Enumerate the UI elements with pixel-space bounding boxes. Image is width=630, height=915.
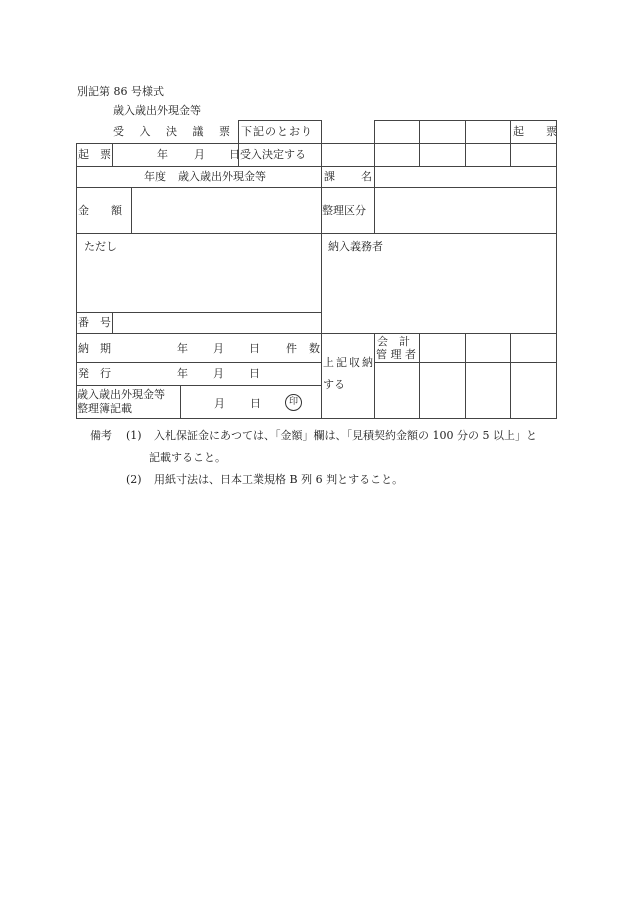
grid-line <box>76 166 557 167</box>
grid-line <box>76 362 321 363</box>
seal-glyph: 印 <box>288 397 298 407</box>
due-day: 日 <box>249 342 260 355</box>
receipt-label-line1: 上記収納 <box>323 356 375 369</box>
note-2-number: (2) <box>126 473 142 486</box>
grid-line <box>76 385 321 386</box>
grid-line <box>374 120 375 233</box>
grid-line <box>112 312 113 333</box>
form-number: 別記第 86 号様式 <box>77 85 164 98</box>
grid-line <box>465 120 466 166</box>
note-1-text-cont: 記載すること。 <box>149 451 226 464</box>
grid-line <box>76 187 557 188</box>
grid-line <box>419 333 420 418</box>
form-title-line2: 受 入 決 議 票 <box>113 125 236 138</box>
ledger-label-line2: 整理簿記載 <box>77 402 132 415</box>
section-label: 課 <box>324 170 335 183</box>
receipt-label-line2: する <box>323 378 345 391</box>
kihyo-label-left: 起 票 <box>78 148 111 161</box>
grid-line <box>238 120 322 121</box>
note-1-number: (1) <box>126 429 142 442</box>
below-instruction-label: 下記のとおり <box>241 125 313 138</box>
note-1-text: 入札保証金にあつては、「金額」欄は、「見積契約金額の 100 分の 5 以上」と <box>154 429 537 442</box>
classification-label: 整理区分 <box>322 204 366 217</box>
grid-line <box>112 143 113 166</box>
note-2-text: 用紙寸法は、日本工業規格 B 列 6 判とすること。 <box>154 473 404 486</box>
ledger-day: 日 <box>250 397 261 410</box>
category-label: 歳入歳出外現金等 <box>178 170 266 183</box>
grid-line <box>76 233 557 234</box>
form-title-line1: 歳入歳出外現金等 <box>113 104 201 117</box>
number-label: 番 号 <box>78 316 111 329</box>
issue-year: 年 <box>177 367 188 380</box>
due-month: 月 <box>213 342 224 355</box>
grid-line <box>510 120 511 166</box>
accountant-label-line2: 管 理 者 <box>376 348 416 361</box>
ledger-label-line1: 歳入歳出外現金等 <box>77 388 165 401</box>
accept-decision-label: 受入決定する <box>240 148 306 161</box>
kihyo-label-right: 起 票 <box>513 125 557 138</box>
grid-line <box>76 143 557 144</box>
issue-label: 発 行 <box>78 367 111 380</box>
issue-day: 日 <box>249 367 260 380</box>
issue-month: 月 <box>213 367 224 380</box>
notes-heading: 備考 <box>90 429 112 442</box>
count-label: 件 <box>286 342 297 355</box>
grid-line <box>76 333 557 334</box>
due-label: 納 期 <box>78 342 111 355</box>
name-label: 名 <box>361 170 372 183</box>
due-year: 年 <box>177 342 188 355</box>
ledger-month: 月 <box>214 397 225 410</box>
grid-line <box>374 333 375 418</box>
grid-line <box>556 120 557 418</box>
grid-line <box>76 143 77 418</box>
amount-label: 金 額 <box>78 204 122 217</box>
count-unit: 数 <box>309 342 320 355</box>
grid-line <box>76 418 557 419</box>
accountant-label-line1: 会 計 <box>377 335 410 348</box>
payer-label: 納入義務者 <box>328 240 383 253</box>
grid-line <box>321 120 322 418</box>
grid-line <box>131 187 132 233</box>
grid-line <box>180 385 181 418</box>
date-year: 年 <box>157 148 168 161</box>
grid-line <box>465 333 466 418</box>
grid-line <box>510 333 511 418</box>
seal-icon <box>285 394 302 411</box>
fiscal-year-label: 年度 <box>144 170 166 183</box>
proviso-label: ただし <box>84 240 117 253</box>
grid-line <box>419 120 420 166</box>
date-month: 月 <box>194 148 205 161</box>
date-day: 日 <box>229 148 240 161</box>
